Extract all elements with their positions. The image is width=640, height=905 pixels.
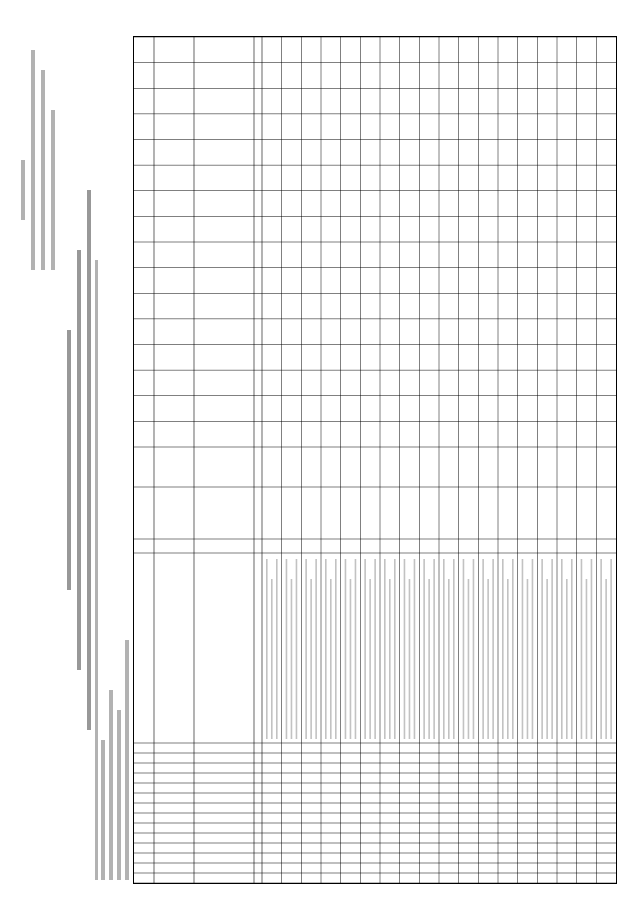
description-text-placeholder: [581, 559, 583, 739]
description-text-placeholder: [296, 559, 298, 739]
notes-line: [125, 640, 129, 880]
description-text-placeholder: [315, 559, 317, 739]
description-text-placeholder: [394, 559, 396, 739]
description-text-placeholder: [286, 559, 288, 739]
description-text-placeholder: [600, 559, 602, 739]
description-text-placeholder: [325, 559, 327, 739]
description-text-placeholder: [310, 579, 312, 739]
description-text-placeholder: [468, 579, 470, 739]
rotated-document-page: [15, 30, 625, 890]
description-text-placeholder: [330, 579, 332, 739]
description-text-placeholder: [433, 559, 435, 739]
description-text-placeholder: [404, 559, 406, 739]
description-text-placeholder: [453, 559, 455, 739]
description-text-placeholder: [389, 579, 391, 739]
description-text-placeholder: [512, 559, 514, 739]
description-text-placeholder: [492, 559, 494, 739]
description-text-placeholder: [335, 559, 337, 739]
description-text-placeholder: [448, 579, 450, 739]
description-text-placeholder: [305, 559, 307, 739]
description-text-placeholder: [463, 559, 465, 739]
title-line: [67, 330, 71, 590]
description-text-placeholder: [586, 579, 588, 739]
notes-line: [101, 740, 105, 880]
title-line: [77, 250, 81, 670]
description-text-placeholder: [271, 579, 273, 739]
description-text-placeholder: [266, 559, 268, 739]
description-text-placeholder: [473, 559, 475, 739]
title-line: [87, 190, 91, 730]
table-grid: [134, 37, 616, 883]
description-text-placeholder: [527, 579, 529, 739]
description-text-placeholder: [487, 579, 489, 739]
administrator-line: [95, 260, 98, 880]
description-text-placeholder: [291, 579, 293, 739]
description-text-placeholder: [551, 559, 553, 739]
appendix-caption-line: [51, 110, 55, 270]
description-text-placeholder: [610, 559, 612, 739]
description-text-placeholder: [507, 579, 509, 739]
description-text-placeholder: [355, 559, 357, 739]
description-text-placeholder: [345, 559, 347, 739]
description-text-placeholder: [443, 559, 445, 739]
appendix-caption-line: [41, 70, 45, 270]
description-text-placeholder: [428, 579, 430, 739]
description-text-placeholder: [566, 579, 568, 739]
program-characteristics-table: [133, 36, 617, 884]
description-text-placeholder: [591, 559, 593, 739]
description-text-placeholder: [423, 559, 425, 739]
description-text-placeholder: [605, 579, 607, 739]
description-text-placeholder: [561, 559, 563, 739]
appendix-caption-line: [21, 160, 25, 220]
description-text-placeholder: [522, 559, 524, 739]
description-text-placeholder: [482, 559, 484, 739]
description-text-placeholder: [409, 579, 411, 739]
appendix-caption-line: [31, 50, 35, 270]
document-header: [15, 30, 133, 890]
description-text-placeholder: [546, 579, 548, 739]
description-text-placeholder: [384, 559, 386, 739]
description-text-placeholder: [532, 559, 534, 739]
description-text-placeholder: [369, 579, 371, 739]
description-text-placeholder: [502, 559, 504, 739]
description-text-placeholder: [276, 559, 278, 739]
notes-line: [109, 690, 113, 880]
description-text-placeholder: [414, 559, 416, 739]
description-text-placeholder: [374, 559, 376, 739]
description-text-placeholder: [541, 559, 543, 739]
description-text-placeholder: [350, 579, 352, 739]
notes-line: [117, 710, 121, 880]
description-text-placeholder: [364, 559, 366, 739]
description-text-placeholder: [571, 559, 573, 739]
